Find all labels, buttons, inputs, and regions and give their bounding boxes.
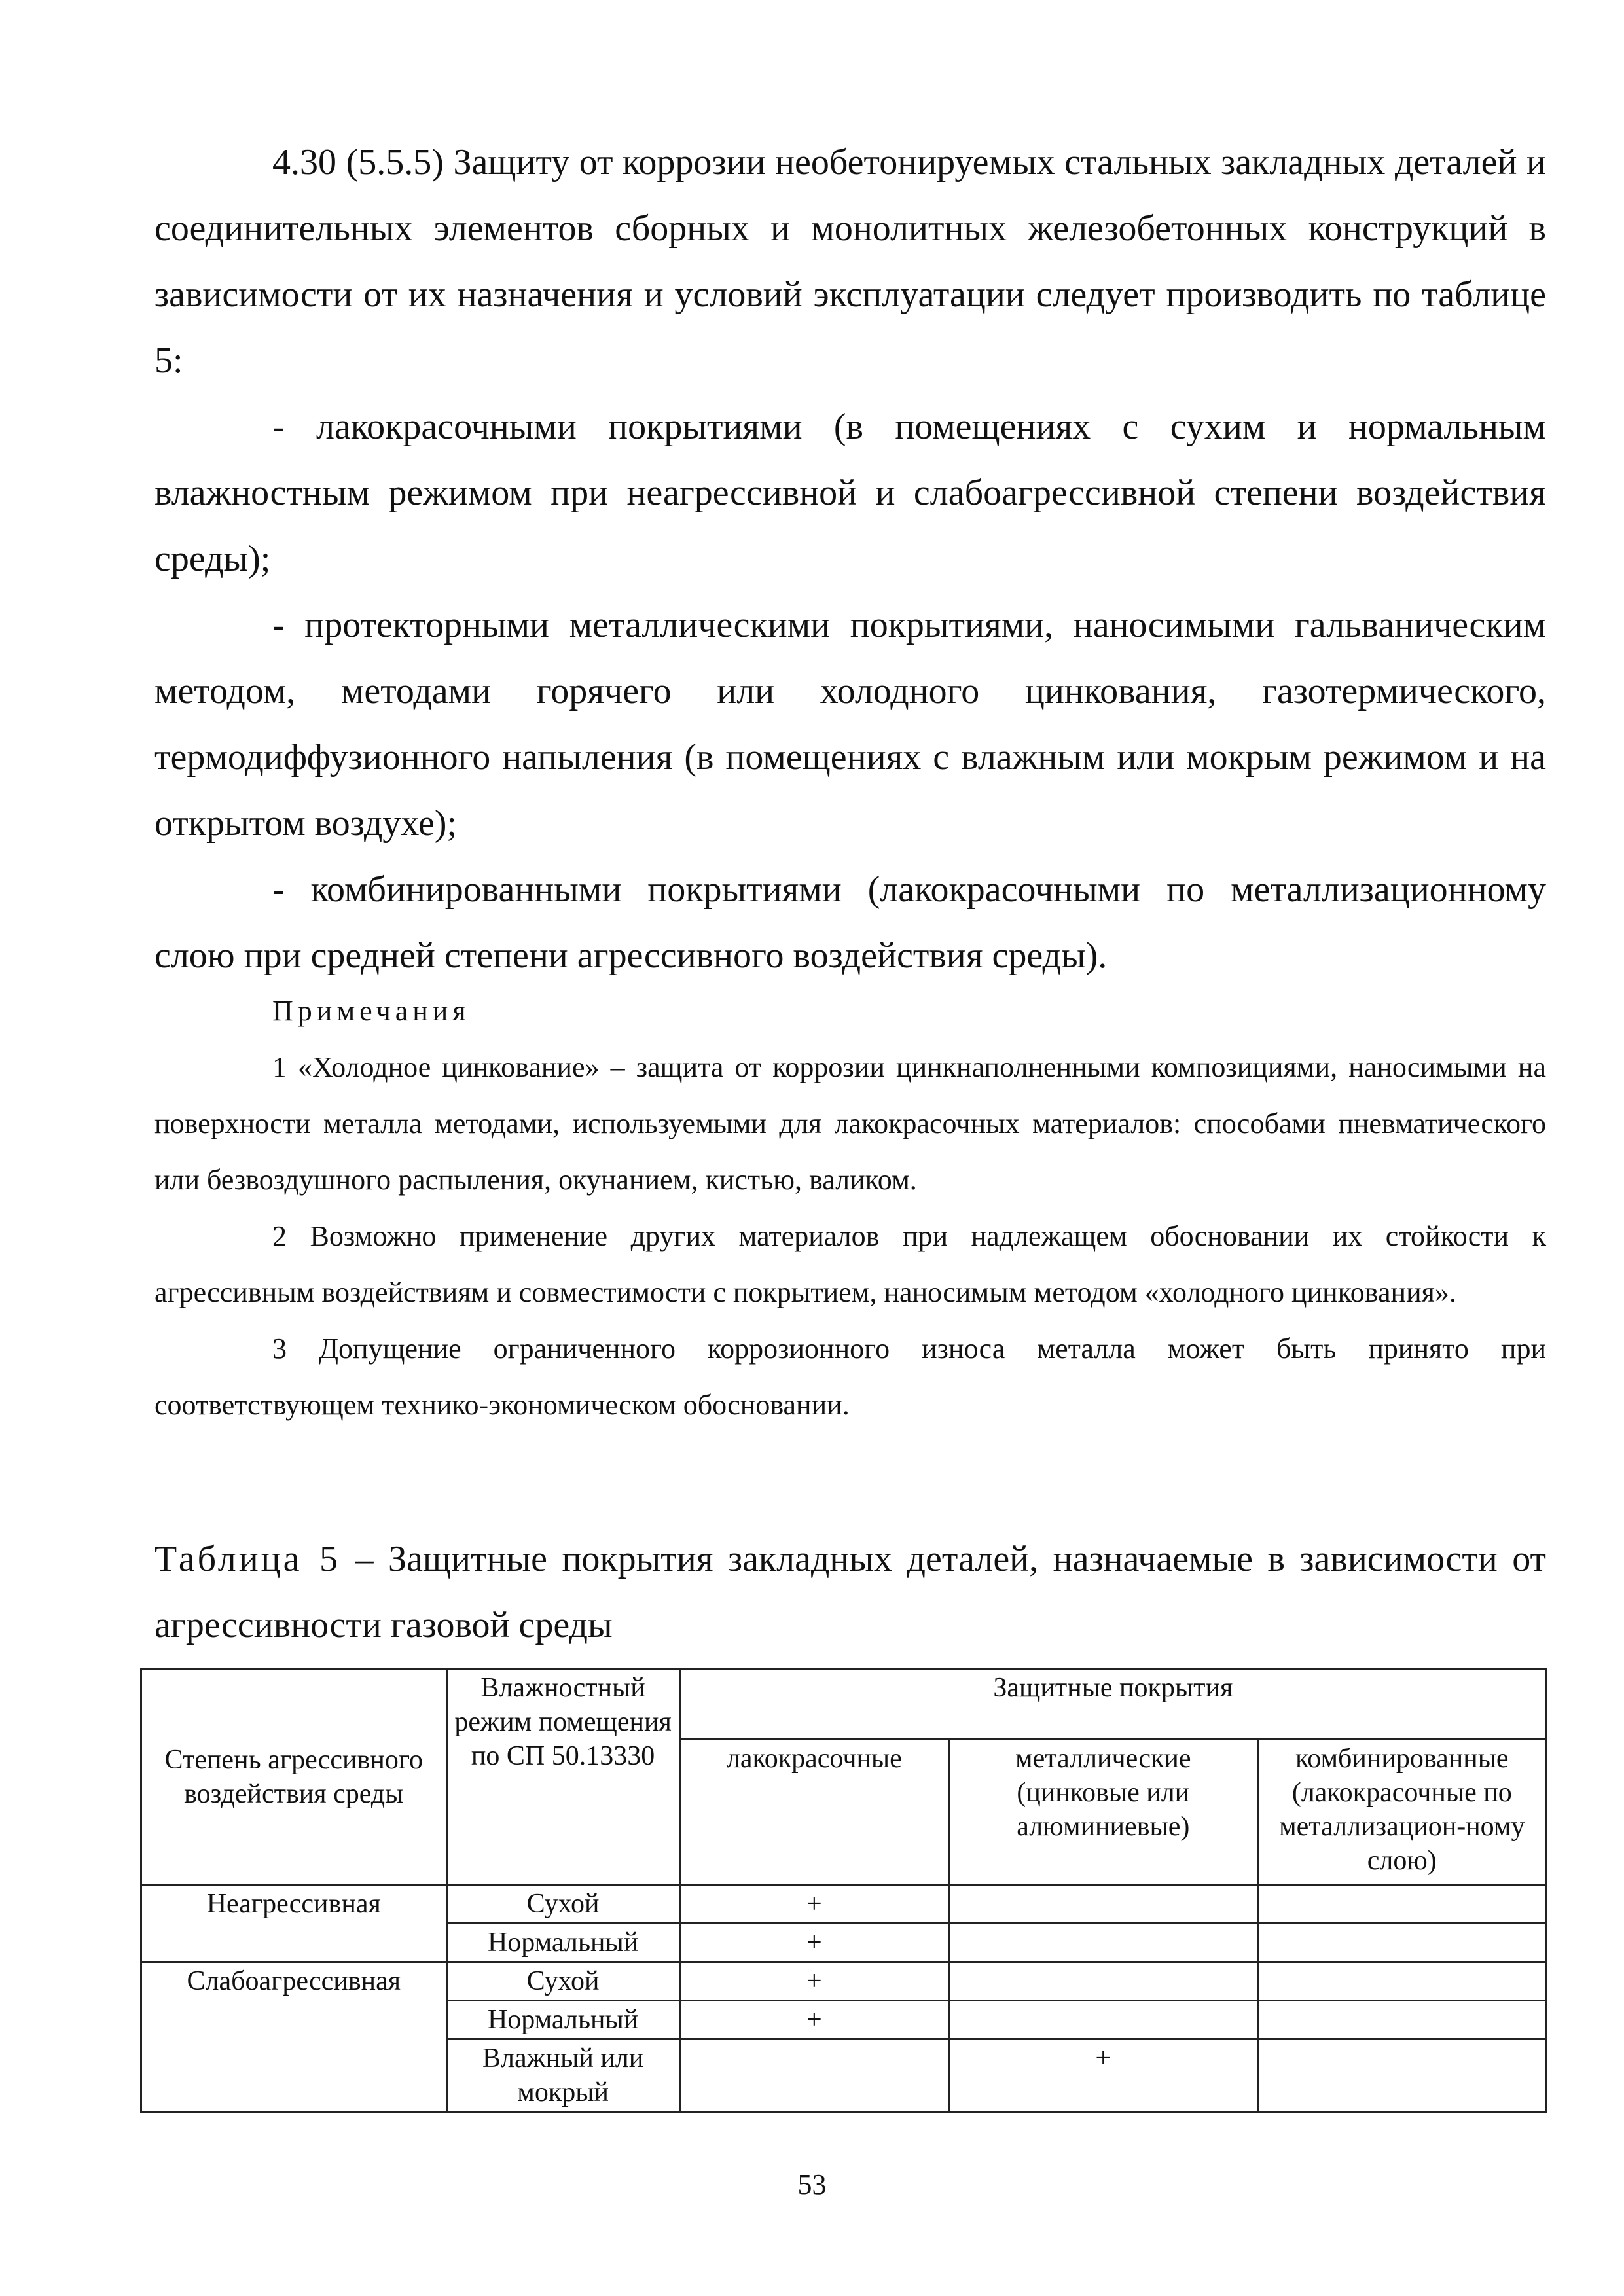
paragraph-paint-coatings: - лакокрасочными покрытиями (в помещениях с сухим и нормальным влажностным режимом при неагрессивной и слабоагрессивной степени воздействия среды); <box>154 406 1546 579</box>
table-row <box>141 1962 1547 2001</box>
cell-metal <box>949 1924 1258 1962</box>
cell-paint <box>679 2039 948 2112</box>
paragraph-4-30: 4.30 (5.5.5) Защиту от коррозии необетонируемых стальных закладных деталей и соединительных элементов сборных и монолитных железобетонных конструкций в зависимости от их назначения и условий эксплуатации следует производить по таблице 5: <box>154 142 1546 381</box>
main-text <box>154 130 1546 989</box>
header-coatings: Защитные покрытия <box>679 1669 1546 1740</box>
cell-paint: + <box>679 1962 948 2001</box>
cell-combined <box>1257 1924 1546 1962</box>
cell-metal <box>949 1885 1258 1924</box>
cell-combined <box>1257 2001 1546 2039</box>
notes-title: Примечания <box>272 995 471 1027</box>
cell-humidity: Нормальный <box>446 2001 679 2039</box>
header-degree: Степень агрессивного воздействия среды <box>141 1669 447 1885</box>
cell-metal: + <box>949 2039 1258 2112</box>
page-number: 53 <box>797 2168 827 2200</box>
cell-paint: + <box>679 1885 948 1924</box>
header-metal: металлические (цинковые или алюминиевые) <box>949 1740 1258 1885</box>
note-2: 2 Возможно применение других материалов при надлежащем обосновании их стойкости к агрессивным воздействиям и совместимости с покрытием, наносимым методом «холодного цинкования». <box>154 1220 1546 1308</box>
cell-humidity: Нормальный <box>446 1924 679 1962</box>
header-paint: лакокрасочные <box>679 1740 948 1885</box>
notes-block <box>154 983 1546 1433</box>
cell-paint: + <box>679 2001 948 2039</box>
table-caption-text: – Защитные покрытия закладных деталей, назначаемые в зависимости от агрессивности газовой среды <box>154 1539 1546 1645</box>
note-1: 1 «Холодное цинкование» – защита от коррозии цинкнаполненными композициями, наносимыми на поверхности металла методами, используемыми для лакокрасочных материалов: способами пневматического или безвоздушного распыления, окунанием, кистью, валиком. <box>154 1051 1546 1196</box>
paragraph-metal-coatings: - протекторными металлическими покрытиями, наносимыми гальваническим методом, методами горячего или холодного цинкования, газотермического, термодиффузионного напыления (в помещениях с влажным или мокрым режимом и на открытом воздухе); <box>154 605 1546 844</box>
paragraph-combined-coatings: - комбинированными покрытиями (лакокрасочными по металлизационному слою при средней степени агрессивного воздействия среды). <box>154 869 1546 976</box>
cell-paint: + <box>679 1924 948 1962</box>
cell-degree: Неагрессивная <box>141 1885 447 1962</box>
table-row <box>141 1885 1547 1924</box>
cell-metal <box>949 2001 1258 2039</box>
cell-degree: Слабоагрессивная <box>141 1962 447 2112</box>
table-caption-label: Таблица 5 <box>154 1539 341 1579</box>
cell-humidity: Сухой <box>446 1885 679 1924</box>
cell-humidity: Влажный или мокрый <box>446 2039 679 2112</box>
header-humidity: Влажностный режим помещения по СП 50.13330 <box>446 1669 679 1885</box>
cell-combined <box>1257 1885 1546 1924</box>
note-3: 3 Допущение ограниченного коррозионного износа металла может быть принято при соответствующем технико-экономическом обосновании. <box>154 1333 1546 1421</box>
table-caption <box>154 1526 1546 1659</box>
cell-combined <box>1257 2039 1546 2112</box>
cell-combined <box>1257 1962 1546 2001</box>
coatings-table <box>140 1668 1547 2113</box>
header-combined: комбинированные (лакокрасочные по металлизацион-ному слою) <box>1257 1740 1546 1885</box>
cell-humidity: Сухой <box>446 1962 679 2001</box>
cell-metal <box>949 1962 1258 2001</box>
